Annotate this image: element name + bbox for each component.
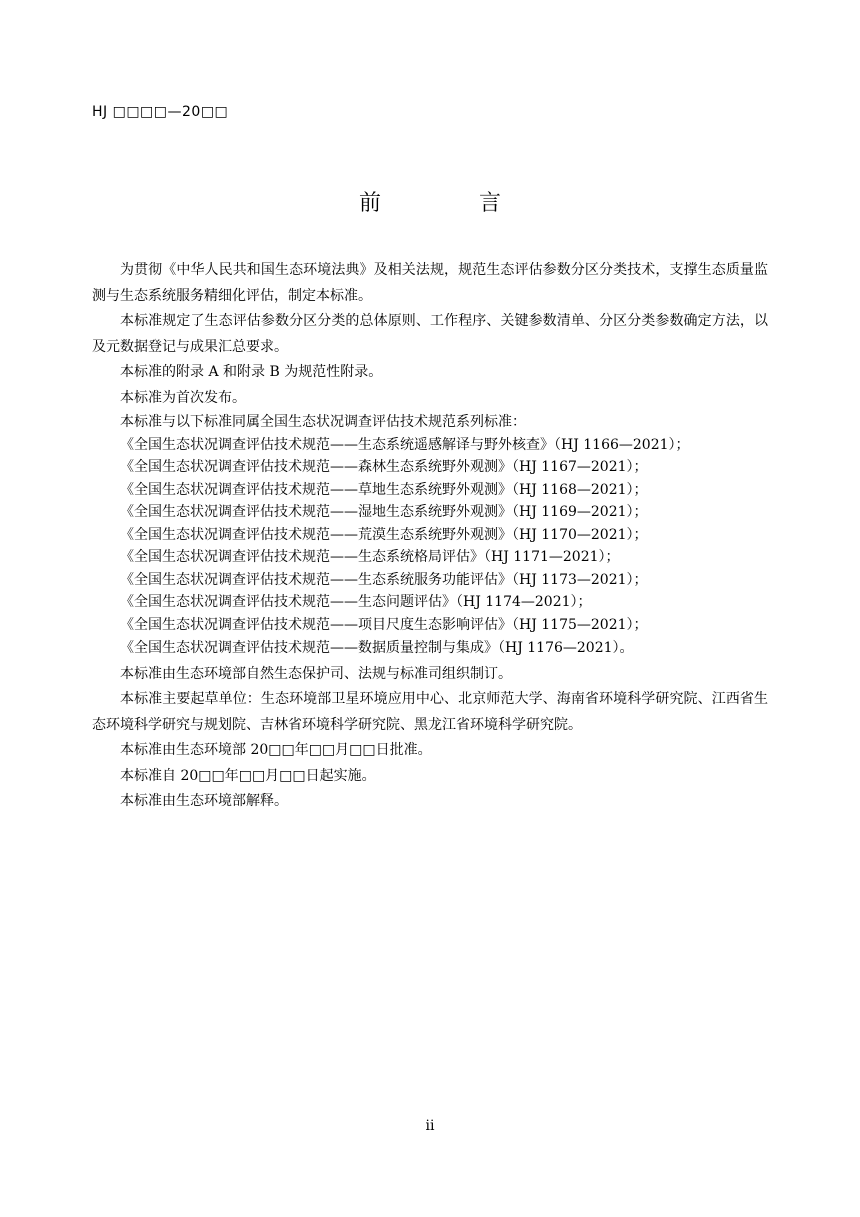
paragraph-implementation: 本标准自 20□□年□□月□□日起实施。 [120,767,376,784]
paragraph-interpretation: 本标准由生态环境部解释。 [120,793,288,809]
series-standard-item: 《全国生态状况调查评估技术规范——项目尺度生态影响评估》（HJ 1175—2021）； [120,616,648,633]
foreword-body [92,258,768,815]
series-standard-item: 《全国生态状况调查评估技术规范——数据质量控制与集成》（HJ 1176—2021）。 [120,640,634,656]
paragraph-first-release: 本标准为首次发布。 [120,389,246,406]
paragraph-appendix: 本标准的附录 A 和附录 B 为规范性附录。 [120,364,383,380]
series-standard-item: 《全国生态状况调查评估技术规范——生态系统遥感解译与野外核查》（HJ 1166—2021）； [120,436,690,453]
series-standard-item: 《全国生态状况调查评估技术规范——草地生态系统野外观测》（HJ 1168—2021）； [120,481,648,498]
series-standard-item: 《全国生态状况调查评估技术规范——生态问题评估》（HJ 1174—2021）； [120,594,592,610]
paragraph-purpose: 为贯彻《中华人民共和国生态环境法典》及相关法规，规范生态评估参数分区分类技术，支撑生态质量监测与生态系统服务精细化评估，制定本标准。 [92,262,768,304]
document-code: HJ □□□□—20□□ [92,104,229,120]
paragraph-scope: 本标准规定了生态评估参数分区分类的总体原则、工作程序、关键参数清单、分区分类参数确定方法，以及元数据登记与成果汇总要求。 [92,313,768,355]
paragraph-organizer: 本标准由生态环境部自然生态保护司、法规与标准司组织制订。 [120,665,512,682]
series-standard-item: 《全国生态状况调查评估技术规范——森林生态系统野外观测》（HJ 1167—2021）； [120,459,648,475]
series-standard-item: 《全国生态状况调查评估技术规范——生态系统服务功能评估》（HJ 1173—2021）； [120,571,648,588]
series-standard-item: 《全国生态状况调查评估技术规范——生态系统格局评估》（HJ 1171—2021）； [120,549,620,565]
page-number: ii [425,1118,435,1134]
paragraph-drafting-units: 本标准主要起草单位：生态环境部卫星环境应用中心、北京师范大学、海南省环境科学研究院、江西省生态环境科学研究与规划院、吉林省环境科学研究院、黑龙江省环境科学研究院。 [92,691,768,733]
page-title: 前 言 [358,191,539,216]
paragraph-approval: 本标准由生态环境部 20□□年□□月□□日批准。 [120,742,432,758]
series-standard-item: 《全国生态状况调查评估技术规范——荒漠生态系统野外观测》（HJ 1170—2021）； [120,526,648,543]
series-standard-item: 《全国生态状况调查评估技术规范——湿地生态系统野外观测》（HJ 1169—2021）； [120,504,648,520]
paragraph-series-intro: 本标准与以下标准同属全国生态状况调查评估技术规范系列标准： [120,414,526,430]
